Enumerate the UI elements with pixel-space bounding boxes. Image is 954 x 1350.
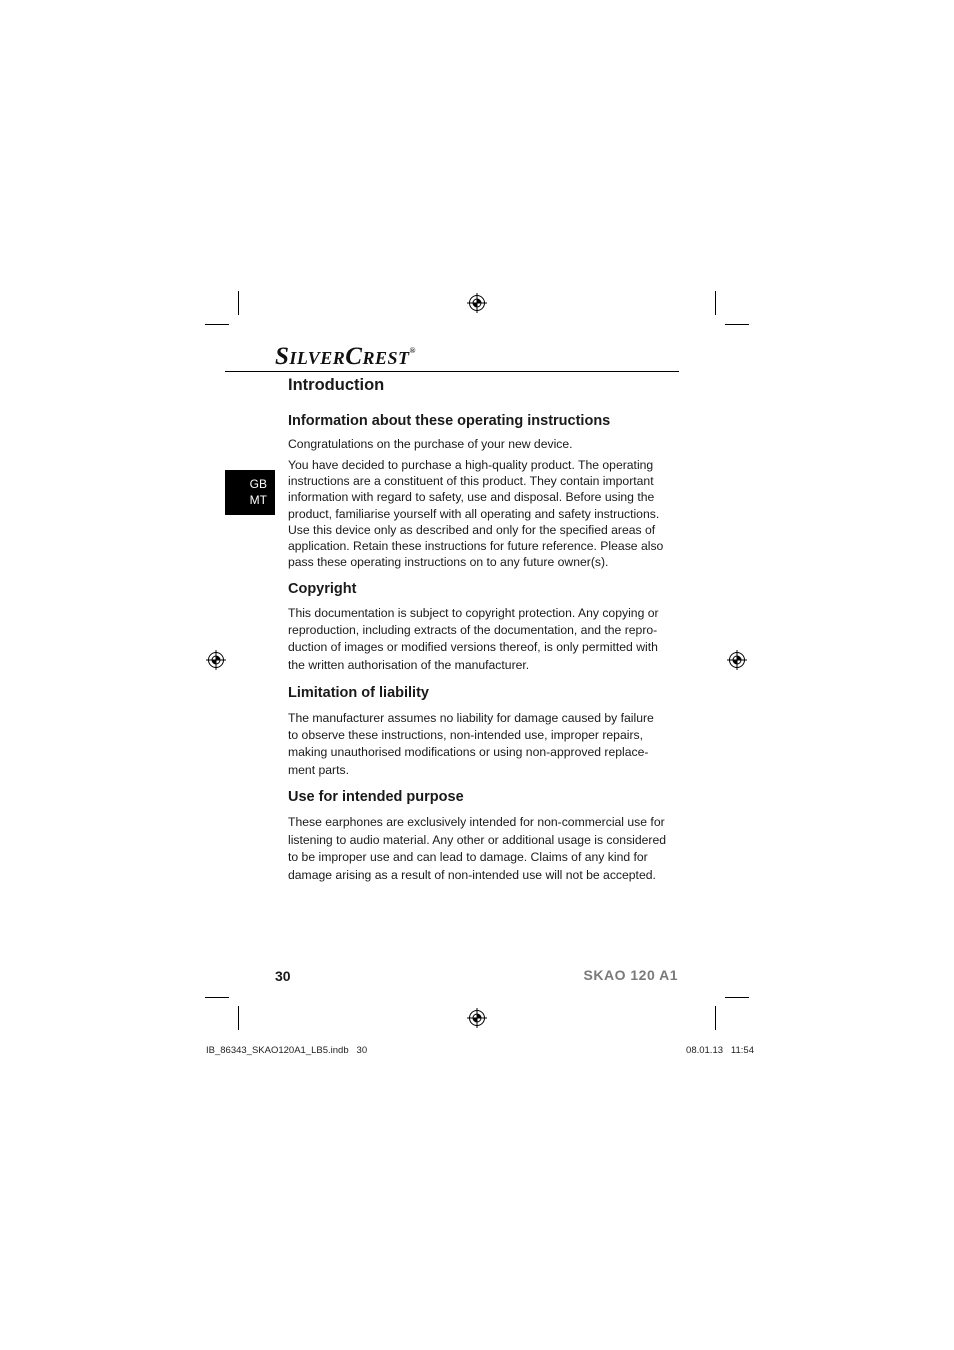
print-slug-datetime: 08.01.13 11:54: [686, 1045, 754, 1056]
paragraph: You have decided to purchase a high-quality product. The operating instructions are a constituent of this product. They contain important information with regard to safety, use and disposal. Before using the product, familiarise yourself with all operating and safety instructions. Use this device only as described and only for the specified areas of application. Retain these instructions for future reference. Please also pass these operating instructions on to any future owner(s).: [288, 458, 664, 570]
paragraph: This documentation is subject to copyright protection. Any copying or reproduction, including extracts of the documentation, and the repro- duction of images or modified versions thereof, is only permitted with the written authorisation of the manufacturer.: [288, 606, 659, 672]
section-heading: Use for intended purpose: [288, 789, 464, 805]
language-code: GB: [249, 477, 267, 491]
paragraph: These earphones are exclusively intended for non-commercial use for listening to audio material. Any other or additional usage is considered to be improper use and can lead to damage. Claims of any kind for damage arising as a result of non-intended use will not be accepted.: [288, 815, 667, 883]
registration-mark-icon: [467, 293, 487, 313]
crop-mark: [715, 1006, 716, 1030]
crop-mark: [205, 324, 229, 325]
page-title: Introduction: [288, 376, 385, 394]
crop-mark: [205, 997, 229, 998]
header-rule: [225, 371, 679, 372]
registration-mark-icon: [467, 1008, 487, 1028]
registration-mark-icon: [727, 650, 747, 670]
page-number: 30: [275, 968, 291, 984]
print-slug-file: IB_86343_SKAO120A1_LB5.indb 30: [206, 1045, 368, 1056]
section-heading: Copyright: [288, 581, 357, 597]
silvercrest-logo: SILVERCREST®: [275, 343, 416, 370]
crop-mark: [238, 1006, 239, 1030]
model-number: SKAO 120 A1: [583, 967, 678, 983]
registration-mark-icon: [206, 650, 226, 670]
crop-mark: [715, 291, 716, 315]
crop-mark: [725, 324, 749, 325]
language-code: MT: [249, 493, 267, 507]
paragraph: Congratulations on the purchase of your new device.: [288, 437, 573, 451]
section-heading: Information about these operating instructions: [288, 413, 611, 429]
language-tab: [225, 470, 275, 515]
crop-mark: [725, 997, 749, 998]
section-heading: Limitation of liability: [288, 685, 429, 701]
crop-mark: [238, 291, 239, 315]
paragraph: The manufacturer assumes no liability for damage caused by failure to observe these instructions, non-intended use, improper repairs, making unauthorised modifications or using non-approved replace- ment parts.: [288, 711, 654, 777]
